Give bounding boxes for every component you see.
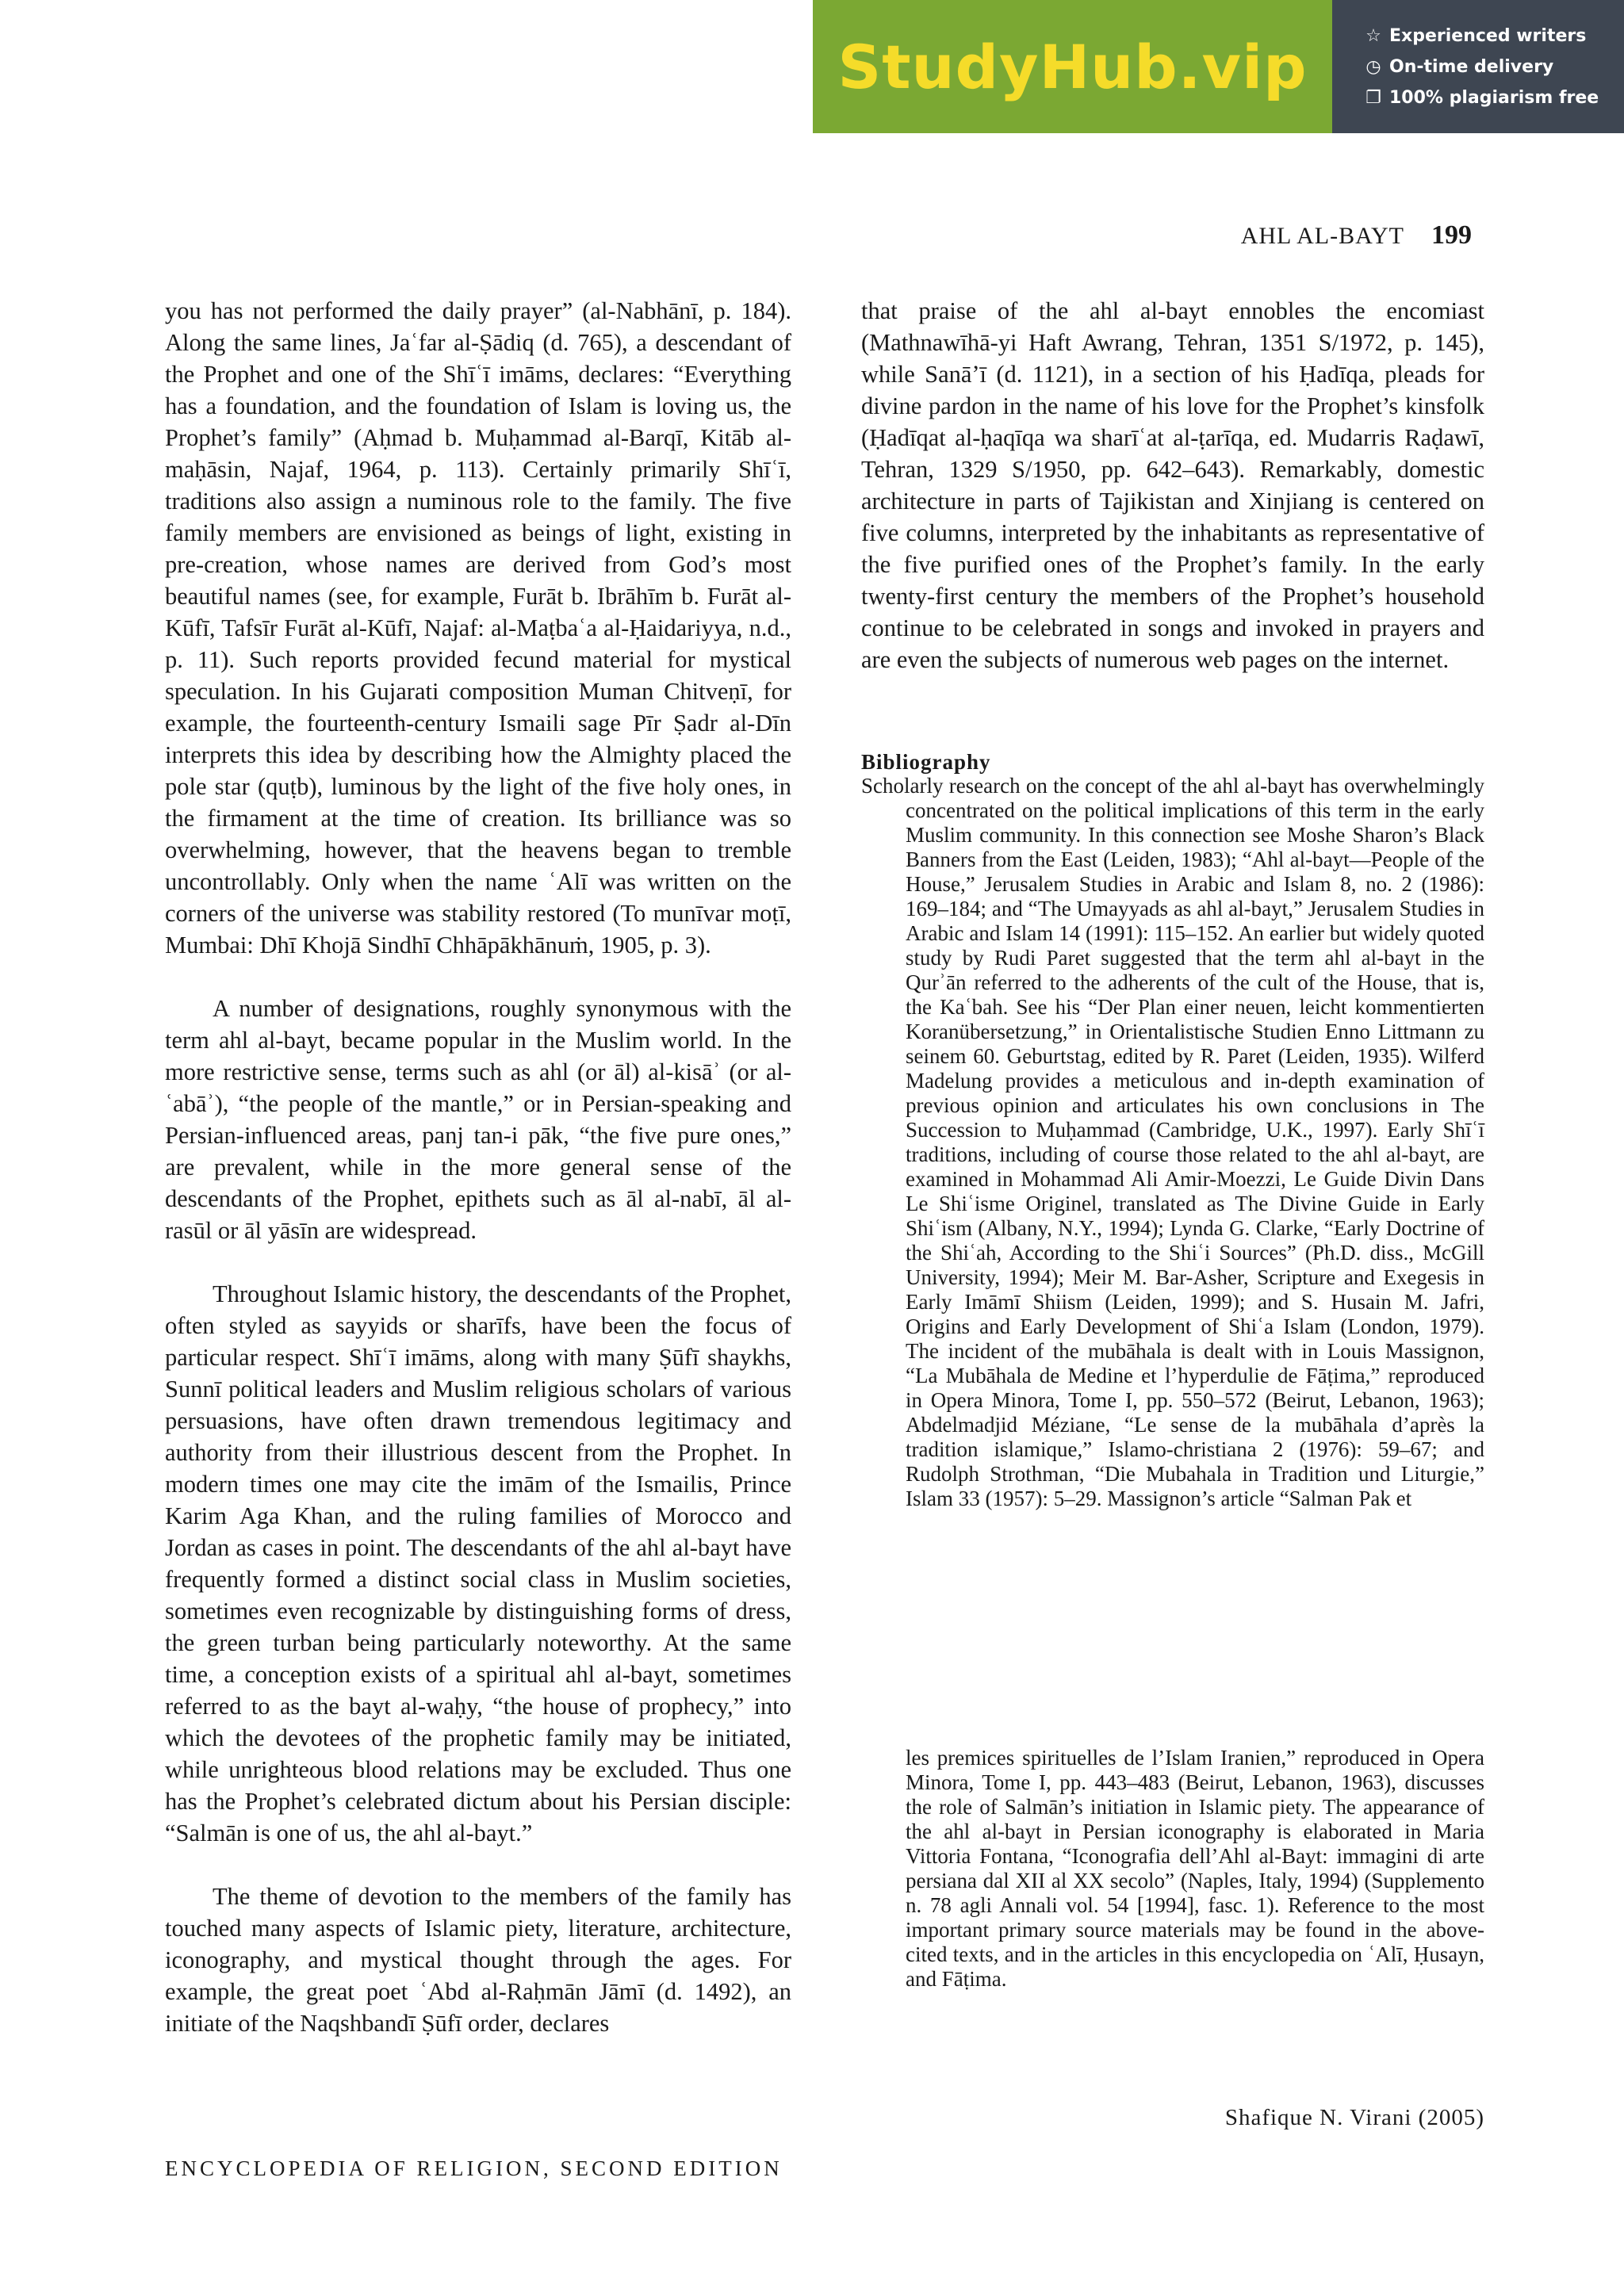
right-column: [861, 295, 1484, 675]
studyhub-logo[interactable]: [813, 0, 1332, 133]
page-number: 199: [1431, 220, 1472, 250]
running-title: AHL AL-BAYT: [1240, 223, 1404, 249]
page-footer: ENCYCLOPEDIA OF RELIGION, SECOND EDITION: [165, 2156, 783, 2180]
feature-label: 100% plagiarism free: [1389, 87, 1599, 108]
running-head: [1218, 220, 1472, 251]
feature-experienced-writers: [1364, 26, 1624, 46]
banner-features: [1332, 0, 1624, 133]
body-paragraph: A number of designations, roughly synonymous with the term ahl al-bayt, became popular in the Muslim world. In the more restrictive sense, terms such as ahl (or āl) al-kisāʾ (or al-ʿabāʾ), “the people of the mantle,” or in Persian-speaking and Persian-influenced areas, panj tan-i pāk, “the five pure ones,” are prevalent, while in the more general sense of the descendants of the Prophet, epithets such as āl al-nabī, āl al-rasūl or āl yāsīn are widespread.: [165, 995, 791, 1244]
bibliography-part-1: [861, 774, 1484, 1511]
feature-label: Experienced writers: [1389, 25, 1587, 46]
bibliography-text: Scholarly research on the concept of the ahl al-bayt has overwhelmingly concentrated on the political implications of this term in the early Muslim community. In this connection see Moshe Sharon’s Black Banners from the East (Leiden, 1983); “Ahl al-bayt—People of the House,” Jerusalem Studies in Arabic and Islam 8, no. 2 (1986): 169–184; and “The Umayyads as ahl al-bayt,” Jerusalem Studies in Arabic and Islam 14 (1991): 115–152. An earlier but widely quoted study by Rudi Paret suggested that the term ahl al-bayt in the Qurʾān referred to the adherents of the cult of the House, that is, the Kaʿbah. See his “Der Plan einer neuen, leicht kommentierten Koranübersetzung,” in Orientalistische Studien Enno Littmann zu seinem 60. Geburtstag, edited by R. Paret (Leiden, 1935). Wilferd Madelung provides a meticulous and in-depth examination of previous opinion and articulates his own conclusions in The Succession to Muḥammad (Cambridge, U.K., 1997). Early Shīʿī traditions, including of course those related to the ahl al-bayt, are examined in Mohammad Ali Amir-Moezzi, Le Guide Divin Dans Le Shiʿisme Originel, translated as The Divine Guide in Early Shiʿism (Albany, N.Y., 1994); Lynda G. Clarke, “Early Doctrine of the Shiʿah, According to the Shiʿi Sources” (Ph.D. diss., McGill University, 1994); Meir M. Bar-Asher, Scripture and Exegesis in Early Imāmī Shiism (Leiden, 1999); and S. Husain M. Jafri, Origins and Early Development of Shiʿa Islam (London, 1979). The incident of the mubāhala is dealt with in Louis Massignon, “La Mubāhala de Medine et l’hyperdulie de Fāṭima,” reproduced in Opera Minora, Tome I, pp. 550–572 (Beirut, Lebanon, 1963); Abdelmadjid Méziane, “Le sense de la mubāhala d’après la tradition islamique,” Islamo-christiana 2 (1976): 59–67; and Rudolph Strothman, “Die Mubahala in Tradition und Liturgie,” Islam 33 (1957): 5–29. Massignon’s article “Salman Pak et: [861, 774, 1484, 1510]
bibliography-text: les premices spirituelles de l’Islam Iranien,” reproduced in Opera Minora, Tome I, pp. 443–483 (Beirut, Lebanon, 1963), discusses the role of Salmān’s initiation in Islamic piety. The appearance of the ahl al-bayt in Persian iconography is elaborated in Maria Vittoria Fontana, “Iconografia dell’Ahl al-Bayt: immagini di arte persiana dal XII al XX secolo” (Naples, Italy, 1994) (Supplemento n. 78 agli Annali vol. 54 [1994], fasc. 1). Reference to the most important primary source materials may be found in the above-cited texts, and in the articles in this encyclopedia on ʿAlī, Ḥusayn, and Fāṭima.: [906, 1746, 1484, 1991]
logo-text: StudyHub.vip: [837, 31, 1308, 102]
bibliography-heading: Bibliography: [861, 750, 991, 774]
star-icon: ☆: [1365, 25, 1381, 46]
clock-icon: ◷: [1365, 56, 1381, 77]
copy-icon: ❐: [1365, 87, 1381, 108]
body-paragraph: that praise of the ahl al-bayt ennobles the encomiast (Mathnawīhā-yi Haft Awrang, Tehran, 1351 S/1972, p. 145), while Sanāʼī (d. 1121), in a section of his Ḥadīqa, pleads for divine pardon in the name of his love for the Prophet’s kinsfolk (Ḥadīqat al-ḥaqīqa wa sharīʿat al-ṭarīqa, ed. Mudarris Raḍawī, Tehran, 1329 S/1950, pp. 642–643). Remarkably, domestic architecture in parts of Tajikistan and Xinjiang is centered on five columns, interpreted by the inhabitants as representative of the five purified ones of the Prophet’s family. In the early twenty-first century the members of the Prophet’s household continue to be celebrated in songs and invoked in prayers and are even the subjects of numerous web pages on the internet.: [861, 297, 1484, 673]
ad-banner[interactable]: [813, 0, 1624, 133]
feature-label: On-time delivery: [1389, 56, 1554, 77]
feature-plagiarism-free: [1364, 88, 1624, 108]
body-paragraph: you has not performed the daily prayer” (al-Nabhānī, p. 184). Along the same lines, Jaʿfar al-Ṣādiq (d. 765), a descendant of the Prophet and one of the Shīʿī imāms, declares: “Everything has a foundation, and the foundation of Islam is loving us, the Prophet’s family” (Aḥmad b. Muḥammad al-Barqī, Kitāb al-maḥāsin, Najaf, 1964, p. 113). Certainly primarily Shīʿī, traditions also assign a numinous role to the family. The five family members are envisioned as beings of light, existing in pre-creation, whose names are derived from God’s most beautiful names (see, for example, Furāt b. Ibrāhīm b. Furāt al-Kūfī, Tafsīr Furāt al-Kūfī, Najaf: al-Maṭbaʿa al-Ḥaidariyya, n.d., p. 11). Such reports provided fecund material for mystical speculation. In his Gujarati composition Muman Chitveṇī, for example, the fourteenth-century Ismaili sage Pīr Ṣadr al-Dīn interprets this idea by describing how the Almighty placed the pole star (quṭb), luminous by the light of the five holy ones, in the firmament at the time of creation. Its brilliance was so overwhelming, however, that the heavens began to tremble uncontrollably. Only when the name ʿAlī was written on the corners of the universe was stability restored (To munīvar moṭī, Mumbai: Dhī Khojā Sindhī Chhāpākhānuṁ, 1905, p. 3).: [165, 297, 791, 959]
left-column: [165, 295, 791, 2039]
author-signature: Shafique N. Virani (2005): [1224, 2105, 1484, 2130]
body-paragraph: The theme of devotion to the members of the family has touched many aspects of Islamic piety, literature, architecture, iconography, and mystical thought through the ages. For example, the great poet ʿAbd al-Raḥmān Jāmī (d. 1492), an initiate of the Naqshbandī Ṣūfī order, declares: [165, 1883, 791, 2037]
feature-on-time-delivery: [1364, 57, 1624, 77]
body-paragraph: Throughout Islamic history, the descendants of the Prophet, often styled as sayyids or sharīfs, have been the focus of particular respect. Shīʿī imāms, along with many Ṣūfī shaykhs, Sunnī political leaders and Muslim religious scholars of various persuasions, have often drawn tremendous legitimacy and authority from their illustrious descent from the Prophet. In modern times one may cite the imām of the Ismailis, Prince Karim Aga Khan, and the ruling families of Morocco and Jordan as cases in point. The descendants of the ahl al-bayt have frequently formed a distinct social class in Muslim societies, sometimes even recognizable by distinguishing forms of dress, the green turban being particularly noteworthy. At the same time, a conception exists of a spiritual ahl al-bayt, sometimes referred to as the bayt al-waḥy, “the house of prophecy,” into which the devotees of the prophetic family may be initiated, while unrighteous blood relations may be excluded. Thus one has the Prophet’s celebrated dictum about his Persian disciple: “Salmān is one of us, the ahl al-bayt.”: [165, 1280, 791, 1846]
bibliography-part-2: [861, 1746, 1484, 1992]
